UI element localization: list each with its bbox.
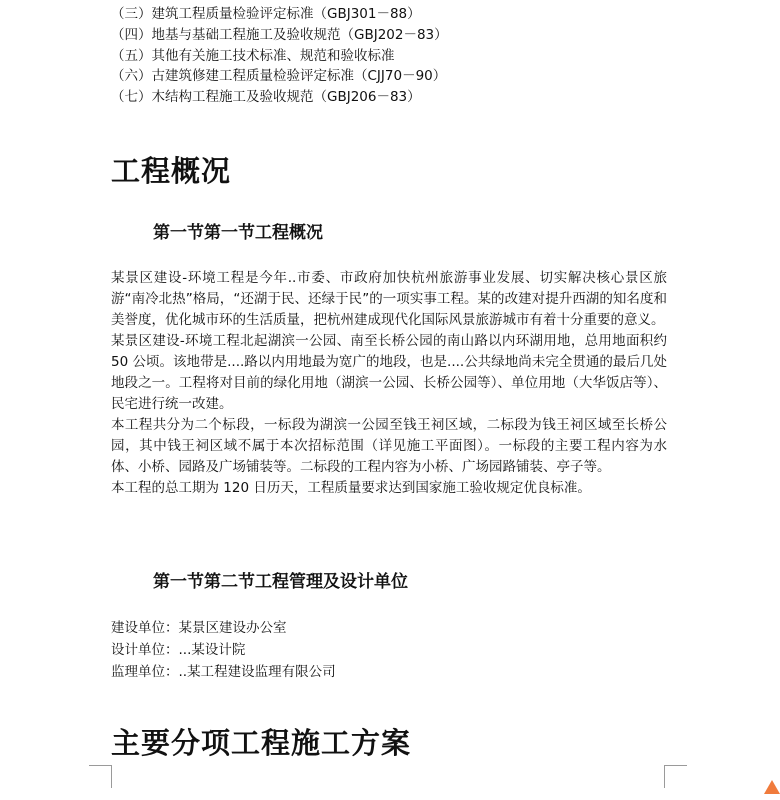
- page-corner-mark-right: [664, 765, 687, 788]
- section-title-overview: 第一节第一节工程概况: [153, 223, 323, 243]
- list-item: （六）古建筑修建工程质量检验评定标准（CJJ70－90）: [111, 68, 447, 85]
- section-title-management: 第一节第二节工程管理及设计单位: [153, 572, 408, 592]
- design-unit: 设计单位：...某设计院: [111, 642, 246, 658]
- overview-body: [111, 268, 667, 499]
- list-item: （七）木结构工程施工及验收规范（GBJ206－83）: [111, 89, 421, 106]
- list-item: （五）其他有关施工技术标准、规范和验收标准: [111, 47, 395, 64]
- paragraph: 本工程的总工期为 120 日历天，工程质量要求达到国家施工验收规定优良标准。: [111, 480, 591, 496]
- paragraph: 某景区建设-环境工程北起湖滨一公园、南至长桥公园的南山路以内环湖用地，总用地面积约 50 公顷。该地带是....路以内用地最为宽广的地段，也是....公共绿地尚未完全贯通的最后几处地段之一。工程将对目前的绿化用地（湖滨一公园、长桥公园等）、单位用地（大华饭店等）、民宅进行统一改建。: [111, 333, 667, 412]
- list-item: （三）建筑工程质量检验评定标准（GBJ301－88）: [111, 6, 421, 22]
- list-item: （四）地基与基础工程施工及验收规范（GBJ202－83）: [111, 26, 448, 43]
- heading-overview: 工程概况: [111, 154, 232, 188]
- paragraph: 某景区建设-环境工程是今年..市委、市政府加快杭州旅游事业发展、切实解决核心景区旅游“南冷北热”格局，“还湖于民、还绿于民”的一项实事工程。某的改建对提升西湖的知名度和美誉度，优化城市环的生活质量，把杭州建成现代化国际风景旅游城市有着十分重要的意义。: [111, 270, 667, 328]
- standards-list: [111, 4, 671, 108]
- edge-marker-icon: [764, 780, 780, 794]
- construction-unit: 建设单位：某景区建设办公室: [111, 620, 287, 636]
- management-info: [111, 617, 336, 683]
- heading-construction-plan: 主要分项工程施工方案: [111, 726, 412, 760]
- page-corner-mark-left: [89, 765, 112, 788]
- paragraph: 本工程共分为二个标段，一标段为湖滨一公园至钱王祠区域，二标段为钱王祠区域至长桥公园，其中钱王祠区域不属于本次招标范围（详见施工平面图）。一标段的主要工程内容为水体、小桥、园路及广场铺装等。二标段的工程内容为小桥、广场园路铺装、亭子等。: [111, 417, 667, 475]
- supervision-unit: 监理单位：..某工程建设监理有限公司: [111, 664, 336, 680]
